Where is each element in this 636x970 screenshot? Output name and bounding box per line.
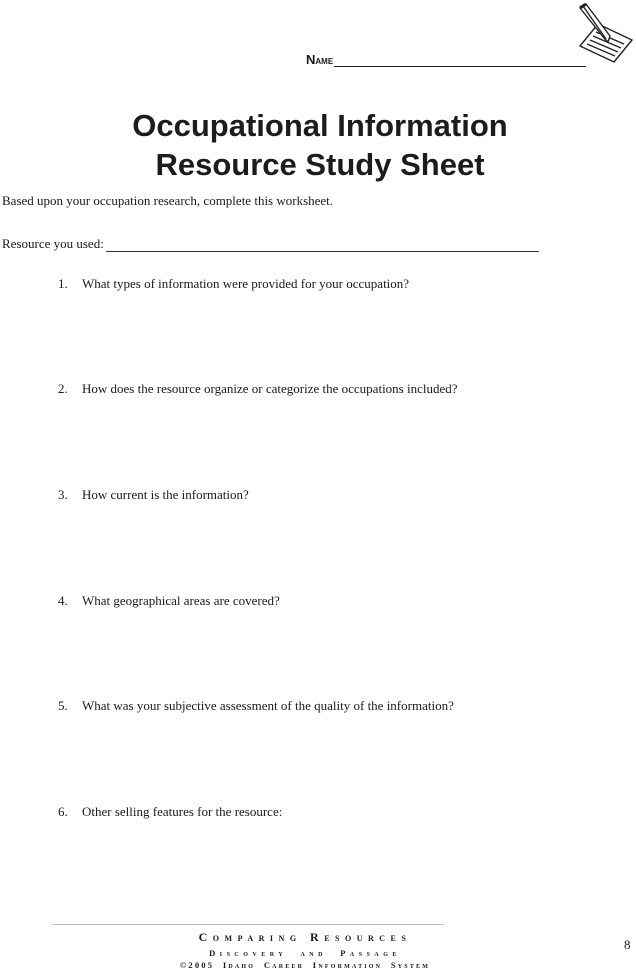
question-text: How current is the information?: [82, 487, 249, 502]
name-input-line[interactable]: [334, 53, 586, 67]
question-text: What geographical areas are covered?: [82, 593, 280, 608]
question-number: 4.: [58, 593, 68, 608]
page-number: 8: [624, 937, 631, 952]
intro-text: Based upon your occupation research, complete this worksheet.: [2, 193, 334, 208]
pencil-paper-icon: [574, 2, 634, 64]
title-line-2: Resource Study Sheet: [155, 147, 485, 182]
footer-copyright: ©2005 Idaho Career Information System: [179, 960, 431, 970]
resource-label: Resource you used:: [2, 236, 104, 251]
question-text: Other selling features for the resource:: [82, 804, 283, 819]
title-line-1: Occupational Information: [132, 108, 508, 143]
question-5: [58, 698, 454, 714]
question-number: 3.: [58, 487, 68, 502]
footer-title: Comparing Resources: [198, 930, 412, 944]
question-number: 5.: [58, 698, 68, 713]
resource-input-line[interactable]: [106, 237, 539, 252]
resource-field-row: [2, 236, 539, 252]
question-text: What types of information were provided for your occupation?: [82, 276, 410, 291]
footer-divider: [52, 924, 444, 925]
question-2: [58, 381, 458, 397]
question-number: 6.: [58, 804, 68, 819]
question-4: [58, 593, 280, 609]
question-text: How does the resource organize or categorize the occupations included?: [82, 381, 458, 396]
question-text: What was your subjective assessment of the quality of the information?: [82, 698, 454, 713]
question-1: [58, 276, 409, 292]
question-number: 1.: [58, 276, 68, 291]
footer-subtitle: Discovery and Passage: [209, 948, 401, 958]
page-title: [0, 106, 636, 184]
name-label: Name: [306, 52, 334, 67]
question-number: 2.: [58, 381, 68, 396]
question-6: [58, 804, 282, 820]
name-field-row: [306, 52, 586, 67]
question-3: [58, 487, 249, 503]
